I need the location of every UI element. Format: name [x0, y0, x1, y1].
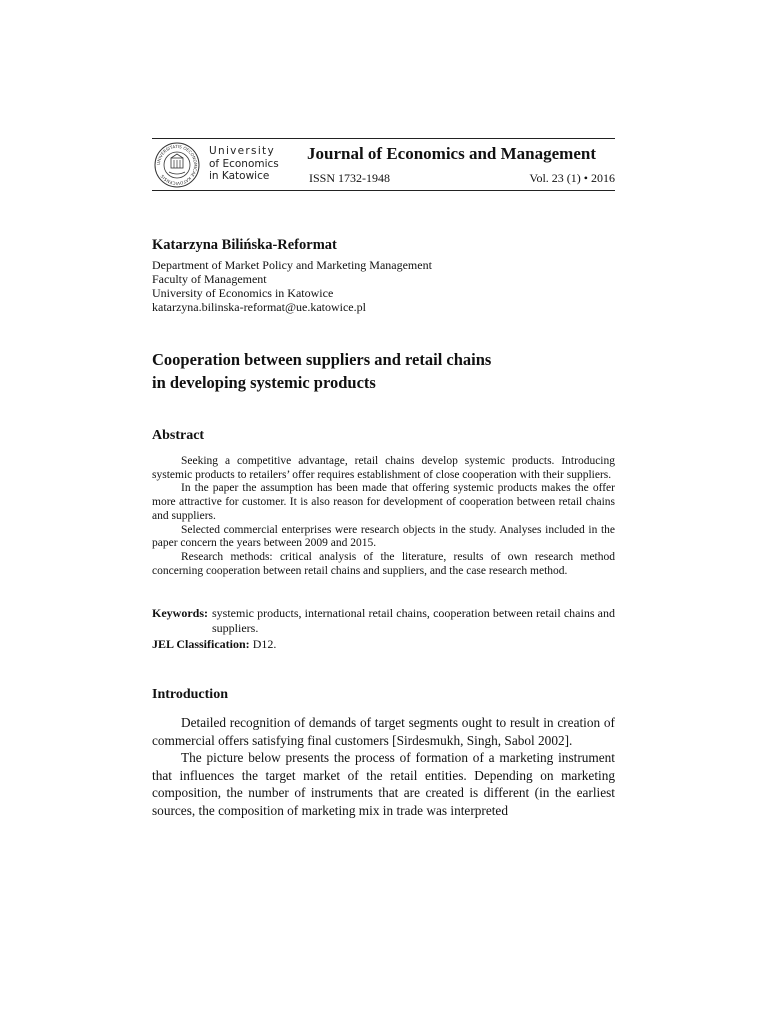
- journal-title: Journal of Economics and Management: [307, 144, 596, 163]
- university-line: University: [209, 145, 275, 157]
- keywords-text: systemic products, international retail chains, cooperation between retail chains and suppliers.: [212, 606, 615, 635]
- author-email: katarzyna.bilinska-reformat@ue.katowice.pl: [152, 300, 366, 314]
- header-bottom-rule: [152, 190, 615, 191]
- introduction-paragraph: Detailed recognition of demands of target segments ought to result in creation of commercial offers satisfying final customers [Sirdesmukh, Singh, Sabol 2002].: [152, 715, 615, 748]
- university-line: in Katowice: [209, 170, 270, 182]
- keywords: [152, 606, 615, 636]
- abstract-heading: Abstract: [152, 428, 205, 443]
- introduction-paragraph: The picture below presents the process of formation of a marketing instrument that influences the target market of the retail entities. Depending on marketing composition, the number of instruments that are created is different (in the earliest sources, the composition of marketing mix in trade was interpreted: [152, 750, 615, 818]
- affiliation-line: University of Economics in Katowice: [152, 286, 334, 300]
- introduction-body: [152, 714, 615, 819]
- abstract-body: [152, 455, 615, 578]
- abstract-paragraph: Seeking a competitive advantage, retail chains develop systemic products. Introducing systemic products to retailers’ offer requires establishment of close cooperation with their suppliers.: [152, 455, 615, 481]
- jel-value: D12.: [252, 637, 277, 651]
- paper-title: [152, 348, 491, 394]
- title-line: in developing systemic products: [152, 373, 376, 392]
- university-line: of Economics: [209, 157, 279, 170]
- header-top-rule: [152, 138, 615, 139]
- university-seal-logo: [154, 142, 200, 188]
- university-name: [209, 145, 279, 183]
- jel-label: JEL Classification:: [152, 637, 250, 651]
- abstract-paragraph: In the paper the assumption has been made that offering systemic products makes the offer more attractive for customer. It is also reason for development of cooperation between retail chains and suppliers.: [152, 482, 615, 522]
- affiliation-line: Faculty of Management: [152, 272, 267, 286]
- title-line: Cooperation between suppliers and retail chains: [152, 350, 492, 369]
- abstract-paragraph: Selected commercial enterprises were research objects in the study. Analyses included in the paper concern the years between 2009 and 2015.: [152, 523, 615, 550]
- keywords-label: Keywords:: [152, 606, 208, 620]
- abstract-paragraph: Research methods: critical analysis of the literature, results of own research method concerning cooperation between retail chains and suppliers, and the case research method.: [152, 550, 615, 577]
- author-affiliation: [152, 258, 432, 314]
- affiliation-line: Department of Market Policy and Marketing Management: [152, 258, 432, 272]
- author-name: Katarzyna Bilińska-Reformat: [152, 237, 337, 253]
- jel-classification: [152, 637, 276, 652]
- volume-info: Vol. 23 (1) • 2016: [529, 171, 615, 185]
- issn: ISSN 1732-1948: [309, 171, 391, 185]
- introduction-heading: Introduction: [152, 687, 228, 702]
- svg-text:UNIVERSITATIS OECONOMICAE KATO: UNIVERSITATIS OECONOMICAE KATOVICENSIS: [155, 143, 199, 187]
